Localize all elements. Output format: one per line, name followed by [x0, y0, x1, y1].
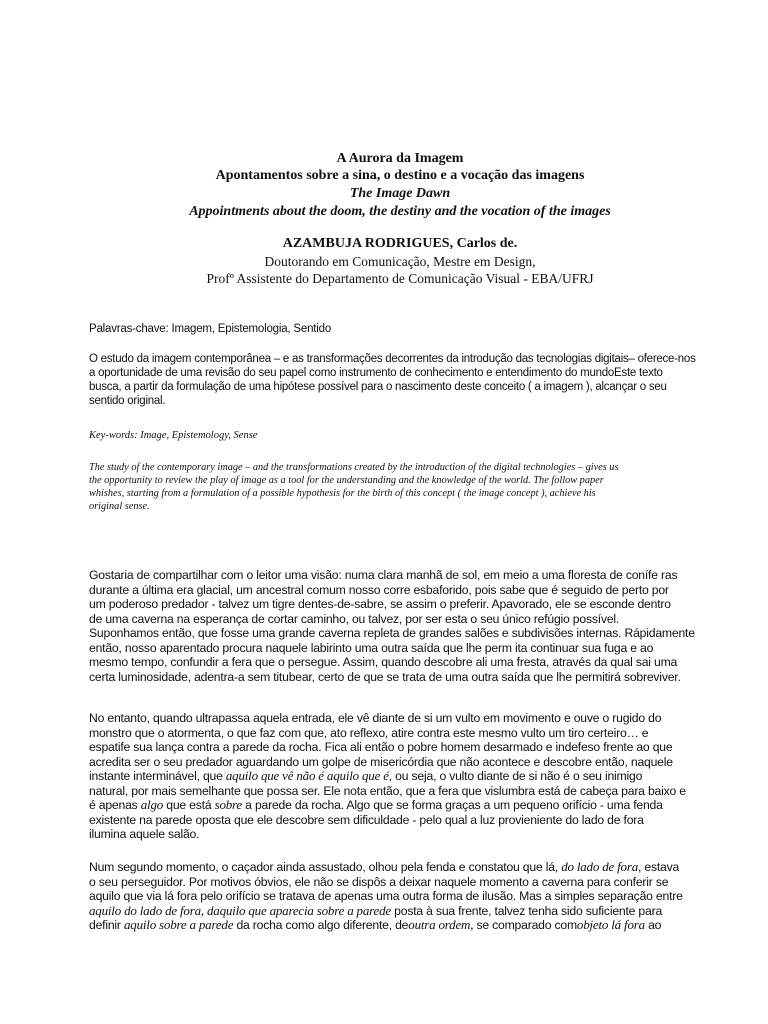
body-line: acredita ser o seu predador aguardando um golpe de misericórdia que não acontece e descobre então, naquele: [89, 754, 673, 769]
italic-phrase: objeto lá fora: [576, 917, 645, 932]
body-line: existente na parede oposta que ele descobre sem dificuldade - pelo qual a luz provieniente do lado de fora: [89, 812, 644, 827]
italic-phrase: aquilo sobre a parede: [123, 917, 234, 932]
body-line: espatife sua lança contra a parede da rocha. Fica ali então o pobre homem desarmado e indefeso frente ao que: [89, 740, 673, 754]
body-text: é apenas: [89, 798, 141, 812]
body-paragraph-2: [89, 711, 719, 842]
abstract-english: [89, 461, 719, 513]
italic-phrase: do lado de fora: [561, 859, 638, 874]
abstract-pt-line: busca, a partir da formulação de uma hipótese possível para o nascimento deste conceito ( a imagem ), alcançar o seu: [89, 381, 667, 393]
body-line: natural, por mais semelhante que possa ser. Ele nota então, que a fera que vislumbra está de cabeça para baixo e: [89, 783, 686, 798]
body-text: a parede da rocha. Algo que se forma graças a um pequeno orifício - uma fenda: [242, 798, 663, 812]
keywords-english: Key-words: Image, Epistemology, Sense: [89, 430, 258, 441]
body-line: um poderoso predador - talvez um tigre dentes-de-sabre, se assim o preferir. Apavorado, ele se esconde dentro: [89, 597, 671, 611]
author-affiliation-1: Doutorando em Comunicação, Mestre em Design,: [264, 254, 536, 269]
body-line: [89, 904, 719, 919]
abstract-pt-line: a oportunidade de uma revisão do seu papel como instrumento de conhecimento e entendimento do mundoEste texto: [89, 367, 663, 379]
body-line: então, nosso aparentado procura naquele labirinto uma outra saída que lhe perm ita continuar sua fuga e ao: [89, 640, 654, 655]
italic-phrase: aquilo do lado de fora, daquilo que aparecia sobre a parede: [89, 902, 391, 918]
body-line: ilumina aquele salão.: [89, 827, 200, 841]
body-text: definir: [89, 918, 124, 932]
abstract-en-line: original sense.: [89, 501, 150, 512]
body-line: No entanto, quando ultrapassa aquela entrada, ele vê diante de si um vulto em movimento e ouve o rugido do: [89, 711, 662, 725]
abstract-en-line: The study of the contemporary image – and the transformations created by the introduction of the digital technologies – gives us: [89, 462, 619, 473]
title-english: The Image Dawn: [349, 186, 451, 201]
body-text: se comparado com: [473, 918, 577, 932]
body-text: , ou seja, o vulto diante de si não é o seu inimigo: [388, 769, 643, 783]
body-line: mesmo tempo, confundir a fera que o persegue. Assim, quando descobre ali uma fresta, através da qual sai uma: [89, 655, 678, 669]
italic-phrase: outra ordem,: [408, 917, 474, 932]
body-line: o seu perseguidor. Por motivos óbvios, ele não se dispôs a deixar naquele momento a caverna para conferir se: [89, 874, 669, 889]
body-line: Suponhamos então, que fosse uma grande caverna repleta de grandes salões e subdivisões internas. Rápidamente: [89, 626, 695, 640]
body-text: instante interminável, que: [89, 769, 226, 783]
body-line: [89, 860, 719, 875]
body-line: certa luminosidade, adentra-a sem titubear, certo de que se trata de uma outra saída que lhe permitirá sobreviver.: [89, 669, 681, 684]
body-paragraph-1: [89, 568, 719, 684]
italic-phrase: algo: [140, 797, 164, 812]
subtitle-portuguese: Apontamentos sobre a sina, o destino e a vocação das imagens: [215, 168, 585, 183]
body-line: aquilo que via lá fora pelo orifício se tratava de apenas uma outra forma de ilusão. Mas a simples separação entre: [89, 889, 683, 903]
body-line: [89, 918, 719, 933]
abstract-en-line: whishes, starting from a formulation of a possible hypothesis for the birth of this concept ( the image concept ), achieve his: [89, 488, 596, 499]
body-line: monstro que o atormenta, o que faz com que, ato reflexo, atire contra este mesmo vulto um tiro certeiro… e: [89, 725, 649, 740]
body-text: Num segundo momento, o caçador ainda assustado, olhou pela fenda e constatou que lá,: [89, 860, 562, 874]
body-text: que está: [163, 798, 215, 812]
body-paragraph-3: [89, 860, 719, 933]
body-line: [89, 769, 719, 784]
body-text: , estava: [638, 860, 680, 874]
italic-phrase: sobre: [214, 797, 242, 812]
abstract-en-line: the opportunity to review the play of image as a tool for the understanding and the knowledge of the world. The follow paper: [89, 475, 604, 486]
body-text: ao: [644, 918, 662, 932]
abstract-pt-line: O estudo da imagem contemporânea – e as transformações decorrentes da introdução das tecnologias digitais– oferece-nos: [89, 353, 696, 365]
abstract-portuguese: [89, 352, 719, 408]
author-affiliation-2: Profº Assistente do Departamento de Comunicação Visual - EBA/UFRJ: [206, 271, 594, 286]
body-text: posta à sua frente, talvez tenha sido suficiente para: [390, 903, 663, 918]
body-line: Gostaria de compartilhar com o leitor uma visão: numa clara manhã de sol, em meio a uma floresta de conífe ras: [89, 568, 678, 582]
abstract-pt-line: sentido original.: [89, 395, 166, 407]
body-line: de uma caverna na esperança de cortar caminho, ou talvez, por ser esta o seu único refúgio possível.: [89, 611, 620, 626]
body-line: durante a última era glacial, um ancestral comum nosso corre esbaforido, pois sabe que é seguido de perto por: [89, 582, 669, 597]
body-text: da rocha como algo diferente, de: [233, 918, 409, 932]
document-title: A Aurora da Imagem: [336, 151, 464, 166]
subtitle-english: Appointments about the doom, the destiny and the vocation of the images: [189, 204, 611, 219]
body-line: [89, 798, 719, 813]
keywords-portuguese: Palavras-chave: Imagem, Epistemologia, Sentido: [89, 323, 332, 335]
italic-phrase: aquilo que vê não é aquilo que é: [225, 768, 389, 783]
author-name: AZAMBUJA RODRIGUES, Carlos de.: [282, 236, 518, 251]
